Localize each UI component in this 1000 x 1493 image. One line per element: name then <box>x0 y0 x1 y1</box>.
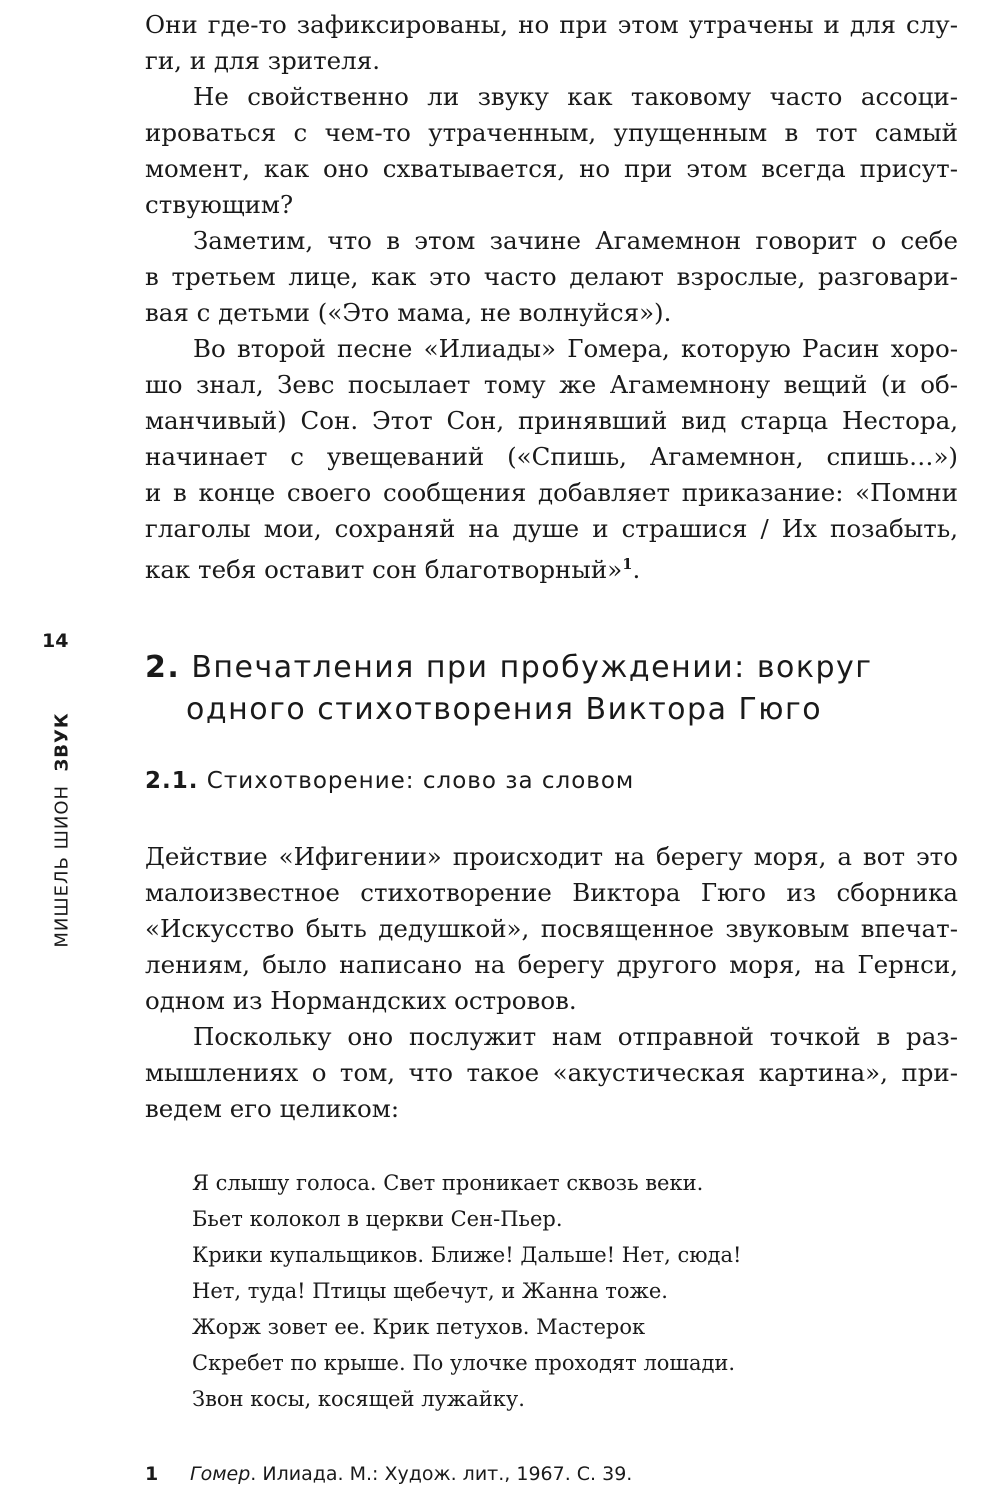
text-line <box>145 875 958 911</box>
text-line <box>145 1091 958 1127</box>
text-line-content: как тебя оставит сон благотворный» <box>145 555 623 585</box>
text-line <box>193 79 958 115</box>
text-line-content: Не свойственно ли звуку как таковому часто ассоци- <box>193 82 958 111</box>
text-line <box>145 839 958 875</box>
text-line <box>145 115 958 151</box>
text-line <box>145 475 958 511</box>
text-line-content: Заметим, что в этом зачине Агамемнон говорит о себе <box>193 226 958 255</box>
section-heading <box>145 647 873 689</box>
section-title-line1: Впечатления при пробуждении: вокруг <box>191 650 873 685</box>
poem-line: Нет, туда! Птицы щебечут, и Жанна тоже. <box>192 1279 668 1303</box>
text-line <box>145 1055 958 1091</box>
text-line <box>193 1019 958 1055</box>
text-line-content: ги, и для зрителя. <box>145 46 380 75</box>
text-line <box>145 367 958 403</box>
running-head-author: МИШЕЛЬ ШИОН <box>51 784 73 948</box>
text-line-content: мышлениях о том, что такое «акустическая картина», при- <box>145 1058 958 1087</box>
text-line-content: лениям, было написано на берегу другого моря, на Гернси, <box>145 950 958 979</box>
text-line <box>193 223 958 259</box>
text-line <box>145 511 958 547</box>
text-line <box>193 331 958 367</box>
text-line-content: и в конце своего сообщения добавляет приказание: «Помни <box>145 478 958 507</box>
text-line <box>145 439 958 475</box>
text-line-content: ведем его целиком: <box>145 1094 400 1123</box>
text-line-content: малоизвестное стихотворение Виктора Гюго из сборника <box>145 878 958 907</box>
running-head <box>52 712 73 947</box>
text-line-content: момент, как оно схватывается, но при этом всегда присут- <box>145 154 958 183</box>
section-title-line2: одного стихотворения Виктора Гюго <box>186 692 823 727</box>
poem-line: Я слышу голоса. Свет проникает сквозь веки. <box>192 1171 704 1195</box>
subsection-heading <box>145 768 634 794</box>
text-line-content: ироваться с чем-то утраченным, упущенным в тот самый <box>145 118 958 147</box>
text-line-content: Поскольку оно послужит нам отправной точкой в раз- <box>193 1022 958 1051</box>
text-line-content: начинает с увещеваний («Спишь, Агамемнон, спишь…») <box>145 442 958 471</box>
text-line <box>145 947 958 983</box>
footnote-number: 1 <box>145 1463 159 1485</box>
text-line <box>145 43 958 79</box>
poem-line: Крики купальщиков. Ближе! Дальше! Нет, сюда! <box>192 1243 742 1267</box>
text-line-content: манчивый) Сон. Этот Сон, принявший вид старца Нестора, <box>145 406 958 435</box>
poem-line: Бьет колокол в церкви Сен-Пьер. <box>192 1207 563 1231</box>
poem-line: Жорж зовет ее. Крик петухов. Мастерок <box>192 1315 646 1339</box>
poem-line: Звон косы, косящей лужайку. <box>192 1387 525 1411</box>
text-line-content: одном из Нормандских островов. <box>145 986 577 1015</box>
footnote-ref[interactable]: 1 <box>622 556 633 573</box>
text-line <box>145 151 958 187</box>
section-heading-cont <box>186 689 822 731</box>
subsection-number: 2.1. <box>145 768 199 794</box>
text-line <box>145 403 958 439</box>
text-line-content: вая с детьми («Это мама, не волнуйся»). <box>145 298 672 327</box>
text-line <box>145 983 958 1019</box>
text-line <box>145 187 958 223</box>
footnote <box>145 1463 632 1485</box>
text-line-content: глаголы мои, сохраняй на душе и страшися / Их позабыть, <box>145 514 958 543</box>
text-line <box>145 259 958 295</box>
footnote-author: Гомер <box>190 1463 251 1485</box>
text-line <box>145 911 958 947</box>
footnote-text: . Илиада. М.: Худож. лит., 1967. С. 39. <box>250 1463 633 1485</box>
page-number: 14 <box>42 630 69 652</box>
text-line-content: Действие «Ифигении» происходит на берегу моря, а вот это <box>145 842 958 871</box>
section-number: 2. <box>145 650 181 685</box>
text-line-content: ствующим? <box>145 190 294 219</box>
running-head-title: ЗВУК <box>51 712 73 772</box>
text-line-content: в третьем лице, как это часто делают взрослые, разговари- <box>145 262 958 291</box>
text-line <box>145 7 958 43</box>
text-line-content: шо знал, Зевс посылает тому же Агамемнону вещий (и об- <box>145 370 958 399</box>
poem-line: Скребет по крыше. По улочке проходят лошади. <box>192 1351 736 1375</box>
text-line-content: Во второй песне «Илиады» Гомера, которую Расин хоро- <box>193 334 958 363</box>
text-line <box>145 295 958 331</box>
text-line-content: «Искусство быть дедушкой», посвященное звуковым впечат- <box>145 914 958 943</box>
subsection-title: Стихотворение: слово за словом <box>206 768 635 794</box>
text-line-content: Они где-то зафиксированы, но при этом утрачены и для слу- <box>145 10 958 39</box>
text-line: как тебя оставит сон благотворный»$^1$. <box>145 555 641 585</box>
